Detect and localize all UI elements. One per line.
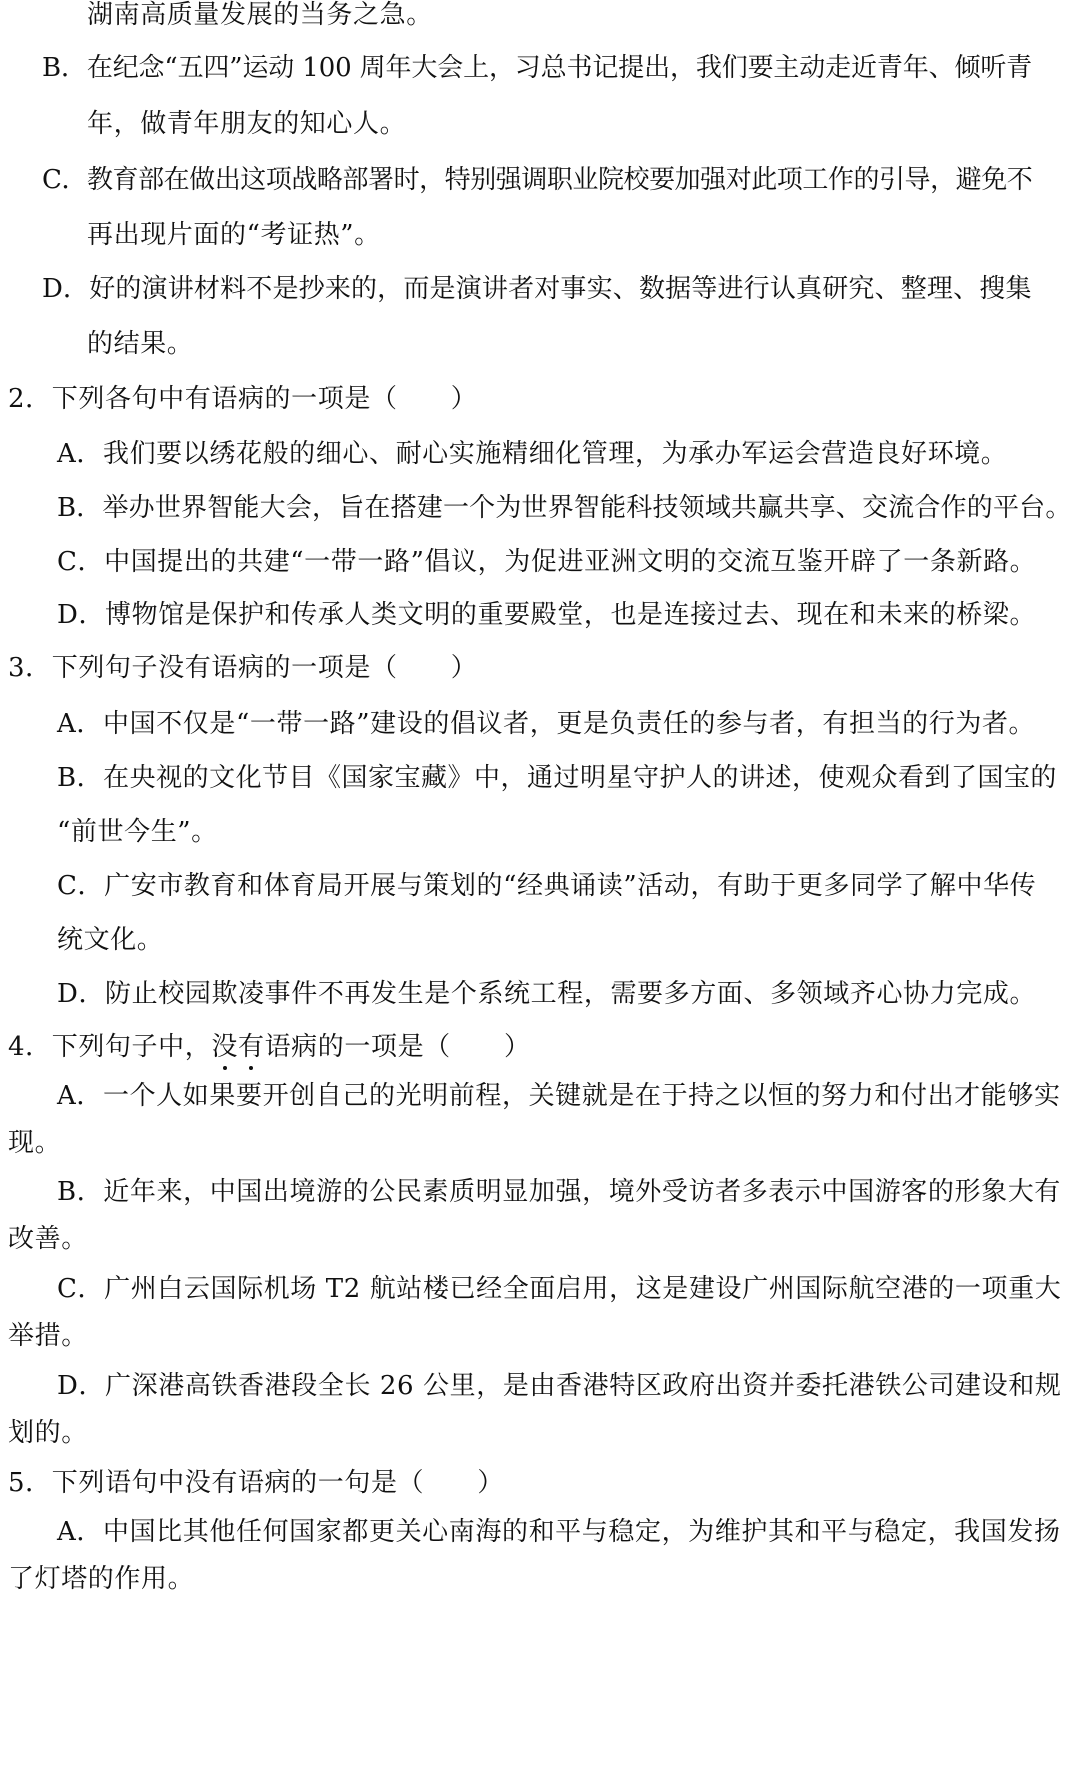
q4-option-c-continuation: 举措。 [8,1321,88,1351]
q4-option-a: A．一个人如果要开创自己的光明前程，关键就是在于持之以恒的努力和付出才能够实 [57,1081,1061,1111]
q4-option-d-continuation: 划的。 [8,1418,88,1448]
q4-option-a-continuation: 现。 [8,1128,62,1158]
option-b-continuation: 年，做青年朋友的知心人。 [87,109,407,139]
q3-option-c-continuation: 统文化。 [57,925,164,955]
question-4-stem [8,1030,998,1064]
q5-option-a: A．中国比其他任何国家都更关心南海的和平与稳定，为维护其和平与稳定，我国发扬 [57,1517,1061,1547]
option-a-continuation: 湖南高质量发展的当务之急。 [87,0,433,30]
q4-option-d: D．广深港高铁香港段全长 26 公里，是由香港特区政府出资并委托港铁公司建设和规 [57,1371,1062,1401]
q4-stem-suffix: 语病的一项是（ ） [264,1032,531,1062]
q2-option-b: B．举办世界智能大会，旨在搭建一个为世界智能科技领域共赢共享、交流合作的平台。 [57,493,1072,523]
option-c: C．教育部在做出这项战略部署时，特别强调职业院校要加强对此项工作的引导，避免不 [42,165,1033,195]
q2-option-d: D．博物馆是保护和传承人类文明的重要殿堂，也是连接过去、现在和未来的桥梁。 [57,600,1037,630]
q3-option-b-continuation: “前世今生”。 [57,817,218,847]
question-5-stem: 5．下列语句中没有语病的一句是（ ） [8,1468,504,1498]
q3-option-a: A．中国不仅是“一带一路”建设的倡议者，更是负责任的参与者，有担当的行为者。 [57,709,1036,739]
option-d: D．好的演讲材料不是抄来的，而是演讲者对事实、数据等进行认真研究、整理、搜集 [42,274,1032,304]
q2-option-a: A．我们要以绣花般的细心、耐心实施精细化管理，为承办军运会营造良好环境。 [57,439,1008,469]
option-c-continuation: 再出现片面的“考证热”。 [87,220,381,250]
q3-option-c: C．广安市教育和体育局开展与策划的“经典诵读”活动，有助于更多同学了解中华传 [57,871,1037,901]
option-d-continuation: 的结果。 [87,329,194,359]
q2-option-c: C．中国提出的共建“一带一路”倡议，为促进亚洲文明的交流互鉴开辟了一条新路。 [57,547,1037,577]
q4-option-b-continuation: 改善。 [8,1224,88,1254]
emphasis-char-2: 有 [237,1032,265,1062]
q4-option-c: C．广州白云国际机场 T2 航站楼已经全面启用，这是建设广州国际航空港的一项重大 [57,1274,1062,1304]
q3-option-b: B．在央视的文化节目《国家宝藏》中，通过明星守护人的讲述，使观众看到了国宝的 [57,763,1057,793]
q4-option-b: B．近年来，中国出境游的公民素质明显加强，境外受访者多表示中国游客的形象大有 [57,1177,1061,1207]
emphasis-char-1: 没 [211,1032,238,1062]
question-2-stem: 2．下列各句中有语病的一项是（ ） [8,384,478,414]
q5-option-a-continuation: 了灯塔的作用。 [8,1564,195,1594]
q4-stem-prefix: 4．下列句子中， [8,1032,212,1062]
option-b: B．在纪念“五四”运动 100 周年大会上，习总书记提出，我们要主动走近青年、倾听青 [42,53,1033,83]
q3-option-d: D．防止校园欺凌事件不再发生是个系统工程，需要多方面、多领域齐心协力完成。 [57,979,1037,1009]
question-3-stem: 3．下列句子没有语病的一项是（ ） [8,653,478,683]
